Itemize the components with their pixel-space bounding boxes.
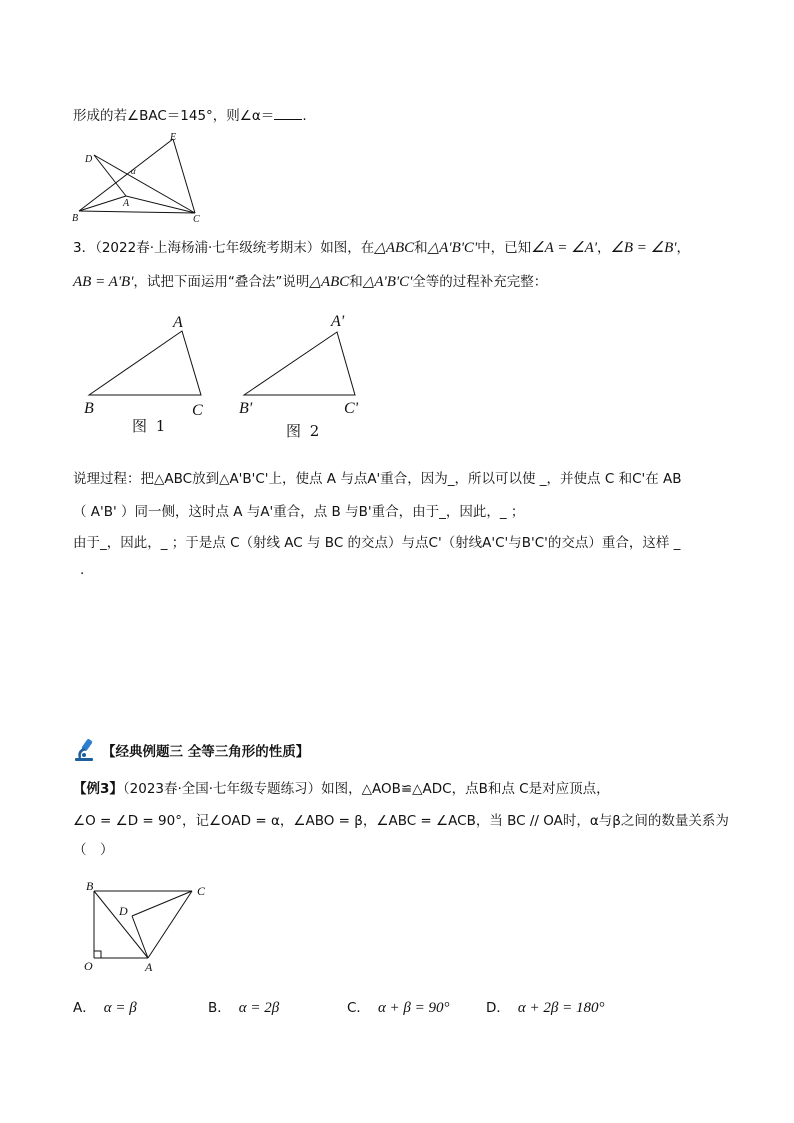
q3-line1: [73, 236, 690, 257]
label-B: B: [84, 400, 94, 417]
label-C: C: [197, 884, 206, 898]
section-header: [72, 737, 309, 763]
q2-period: .: [302, 108, 307, 124]
tri-a1b1c1: △A'B'C': [362, 274, 413, 290]
option-expr: α = 2β: [238, 1000, 280, 1016]
q2-answer-line: [73, 104, 307, 124]
eq-angle-a: ∠A = ∠A': [531, 240, 597, 256]
option-expr: α = β: [103, 1000, 137, 1016]
option-b[interactable]: [208, 996, 279, 1017]
option-d[interactable]: [486, 996, 605, 1017]
ex3-line2: ∠O = ∠D = 90°，记∠OAD = α，∠ABO = β，∠ABC = ∠ACB，当 BC // OA时，α与β之间的数量关系为: [73, 813, 729, 829]
example-tag: 【例3】: [73, 781, 123, 797]
comma: ，: [676, 240, 690, 256]
option-a[interactable]: [73, 996, 137, 1017]
microscope-icon: [72, 737, 98, 763]
q3-instruction: ，试把下面运用“叠合法”说明: [133, 274, 310, 290]
q2-text: 形成的若∠BAC＝145°，则∠α＝: [73, 108, 275, 124]
option-letter: C．: [347, 1000, 370, 1016]
q3-line2: [73, 270, 547, 291]
label-A: A: [123, 198, 130, 209]
label-B-prime: B': [239, 400, 253, 417]
comma: ，: [596, 240, 611, 256]
label-D: D: [119, 904, 128, 918]
label-B: B: [86, 879, 94, 893]
label-A-prime: A': [331, 313, 345, 330]
tri-abc: △ABC: [374, 240, 415, 256]
ex3-figure: [80, 878, 220, 978]
eq-angle-b: ∠B = ∠B': [610, 240, 677, 256]
label-alpha: α: [131, 166, 136, 176]
q2-figure: [70, 130, 210, 225]
q3-intro: 3．（2022春·上海杨浦·七年级统考期末）如图，在: [73, 240, 375, 256]
ex3-line3: （ ）: [73, 842, 114, 858]
ex3-line1: [73, 777, 610, 797]
q3-reasoning-1: 说理过程：把△ABC放到△A'B'C'上，使点 A 与点A'重合，因为_，所以可以使 _，并使点 C 和C'在 AB: [73, 471, 682, 487]
q3-given: 中，已知: [477, 240, 532, 256]
option-letter: A．: [73, 1000, 96, 1016]
figure-2-caption: 图 2: [286, 422, 322, 440]
option-c[interactable]: [347, 996, 450, 1017]
label-C: C: [193, 214, 200, 225]
label-D: D: [85, 154, 93, 165]
option-expr: α + β = 90°: [377, 1000, 450, 1016]
figure-1-caption: 图 1: [132, 417, 168, 435]
eq-ab: AB = A'B': [73, 274, 134, 290]
label-E: E: [170, 132, 177, 143]
label-O: O: [84, 959, 93, 973]
q3-reasoning-3: 由于_，因此，_ ；于是点 C（射线 AC 与 BC 的交点）与点C'（射线A'C'与B'C'的交点）重合，这样 _: [73, 535, 681, 551]
label-A: A: [173, 314, 183, 331]
label-A: A: [145, 960, 153, 974]
ex3-intro: （2023春·全国·七年级专题练习）如图，△AOB≌△ADC，点B和点 C是对应顶点，: [122, 781, 610, 797]
label-B: B: [72, 213, 79, 224]
q3-reasoning-4: .: [80, 562, 85, 578]
tri-a1b1c1: △A'B'C': [427, 240, 478, 256]
q3-and: 和: [349, 274, 363, 290]
q3-figure-2: [234, 305, 374, 445]
option-letter: D．: [486, 1000, 510, 1016]
option-letter: B．: [208, 1000, 231, 1016]
q3-instruction-end: 全等的过程补充完整：: [412, 274, 548, 290]
answer-blank[interactable]: [274, 107, 302, 120]
tri-abc: △ABC: [309, 274, 350, 290]
section-title: 【经典例题三 全等三角形的性质】: [102, 744, 310, 760]
label-C: C: [192, 402, 203, 419]
q3-figure-1: [80, 305, 220, 440]
option-expr: α + 2β = 180°: [517, 1000, 605, 1016]
q3-reasoning-2: （ A'B' ）同一侧，这时点 A 与A'重合，点 B 与B'重合，由于_，因此，_ ；: [73, 504, 525, 520]
q3-and: 和: [414, 240, 428, 256]
label-C-prime: C': [344, 400, 359, 417]
